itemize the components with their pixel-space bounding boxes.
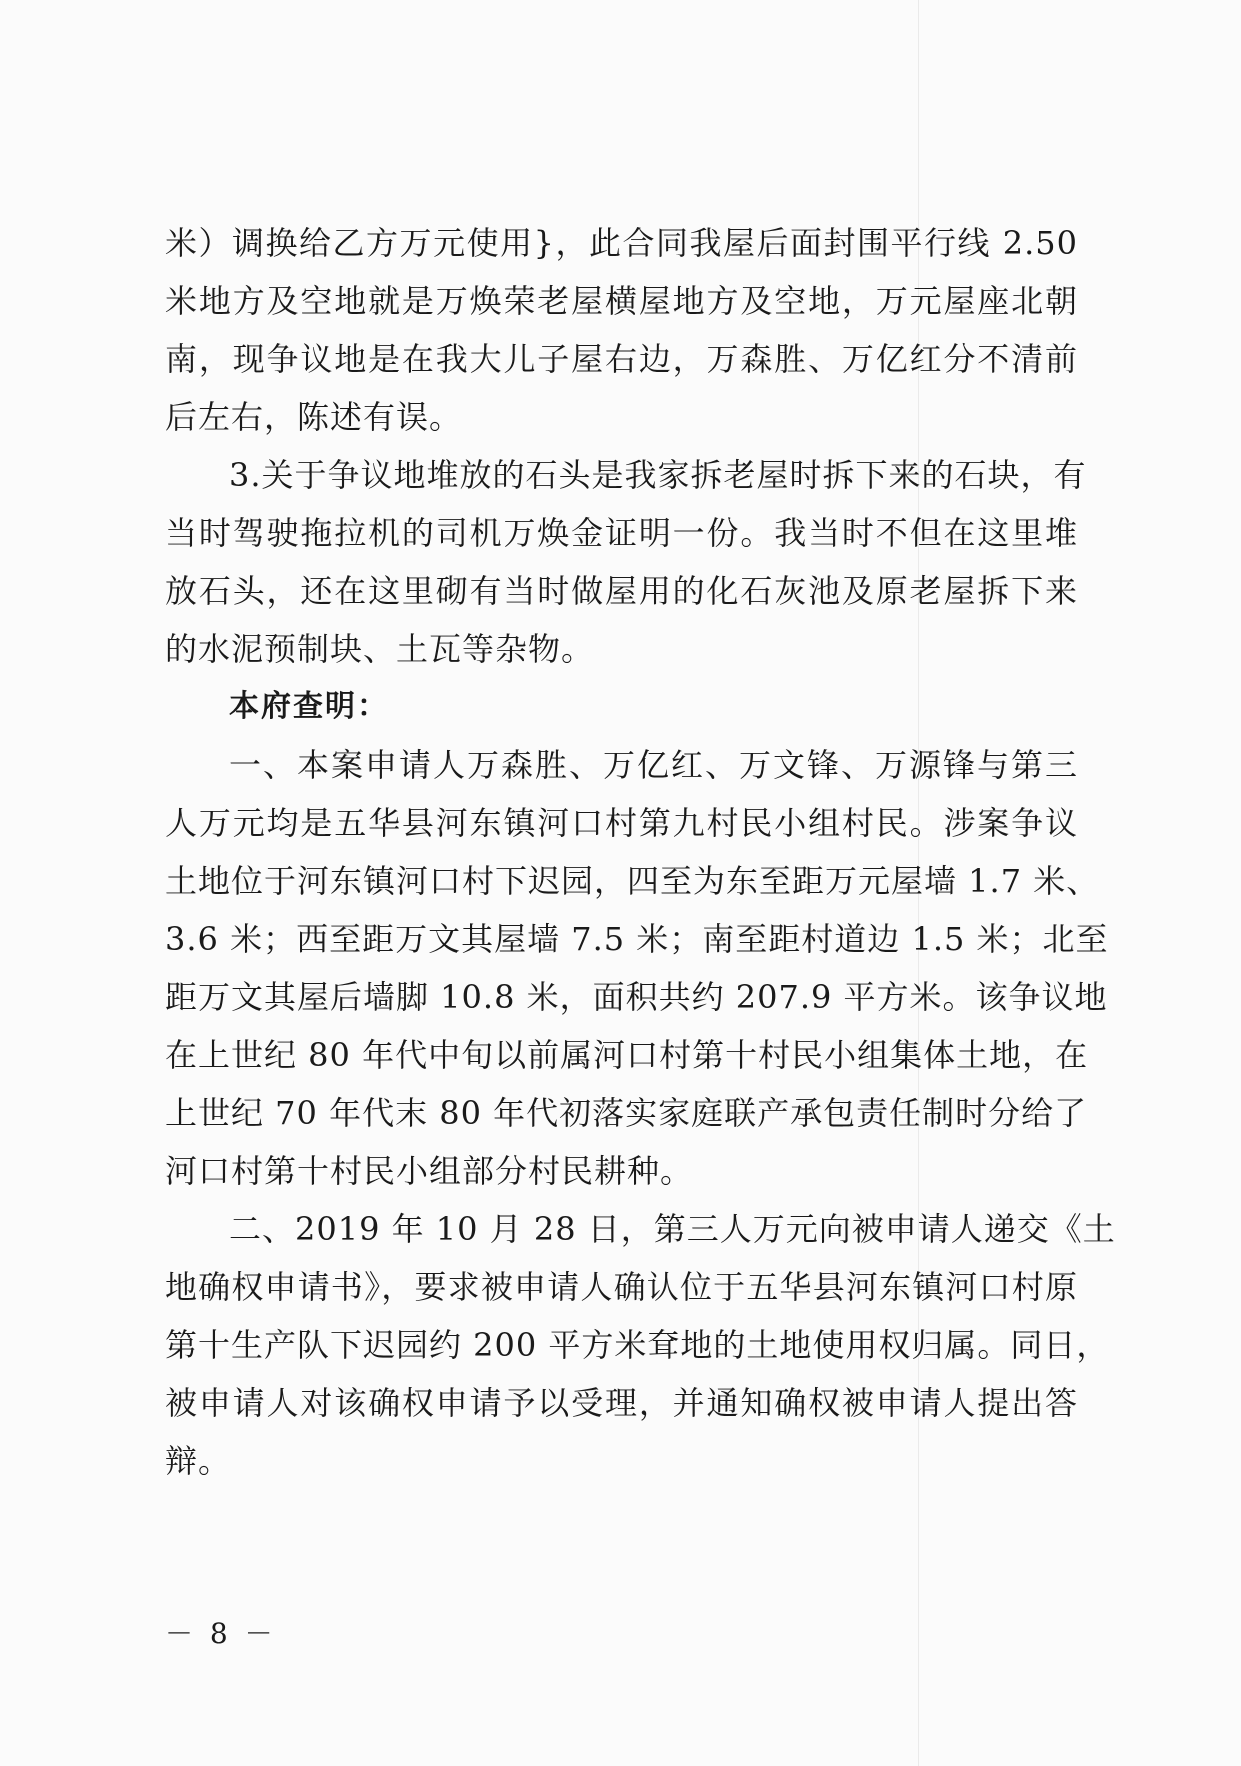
body-text-line: 3.6 米；西至距万文其屋墙 7.5 米；南至距村道边 1.5 米；北至 <box>165 920 1109 958</box>
body-text-line: 放石头，还在这里砌有当时做屋用的化石灰池及原老屋拆下来 <box>165 572 1078 610</box>
body-text-line: 被申请人对该确权申请予以受理，并通知确权被申请人提出答 <box>165 1384 1078 1422</box>
body-text-line: 米地方及空地就是万焕荣老屋横屋地方及空地，万元屋座北朝 <box>165 282 1078 320</box>
body-text-line: 的水泥预制块、土瓦等杂物。 <box>165 630 595 668</box>
body-text-line: 河口村第十村民小组部分村民耕种。 <box>165 1152 694 1190</box>
body-text-line: 人万元均是五华县河东镇河口村第九村民小组村民。涉案争议 <box>165 804 1078 842</box>
body-text-line: 辩。 <box>165 1442 232 1480</box>
body-text-line: 米）调换给乙方万元使用}，此合同我屋后面封围平行线 2.50 <box>165 224 1078 262</box>
body-text-line: 一、本案申请人万森胜、万亿红、万文锋、万源锋与第三 <box>229 746 1078 784</box>
body-text-line: 3.关于争议地堆放的石头是我家拆老屋时拆下来的石块，有 <box>229 456 1087 494</box>
body-text-line: 南，现争议地是在我大儿子屋右边，万森胜、万亿红分不清前 <box>165 340 1078 378</box>
body-text-line: 第十生产队下迟园约 200 平方米耷地的土地使用权归属。同日， <box>165 1326 1110 1364</box>
body-text-line: 后左右，陈述有误。 <box>165 398 463 436</box>
section-heading: 本府查明： <box>229 689 389 724</box>
body-text-line: 当时驾驶拖拉机的司机万焕金证明一份。我当时不但在这里堆 <box>165 514 1078 552</box>
body-text-line: 地确权申请书》，要求被申请人确认位于五华县河东镇河口村原 <box>165 1268 1078 1306</box>
body-text-line: 在上世纪 80 年代中旬以前属河口村第十村民小组集体土地，在 <box>165 1036 1089 1074</box>
body-text-line: 二、2019 年 10 月 28 日，第三人万元向被申请人递交《土 <box>229 1210 1116 1248</box>
body-text-line: 上世纪 70 年代末 80 年代初落实家庭联产承包责任制时分给了 <box>165 1094 1088 1132</box>
body-text-line: 土地位于河东镇河口村下迟园，四至为东至距万元屋墙 1.7 米、 <box>165 862 1100 900</box>
page-number: － 8 － <box>165 1617 277 1650</box>
body-text-line: 距万文其屋后墙脚 10.8 米，面积共约 207.9 平方米。该争议地 <box>165 978 1108 1016</box>
